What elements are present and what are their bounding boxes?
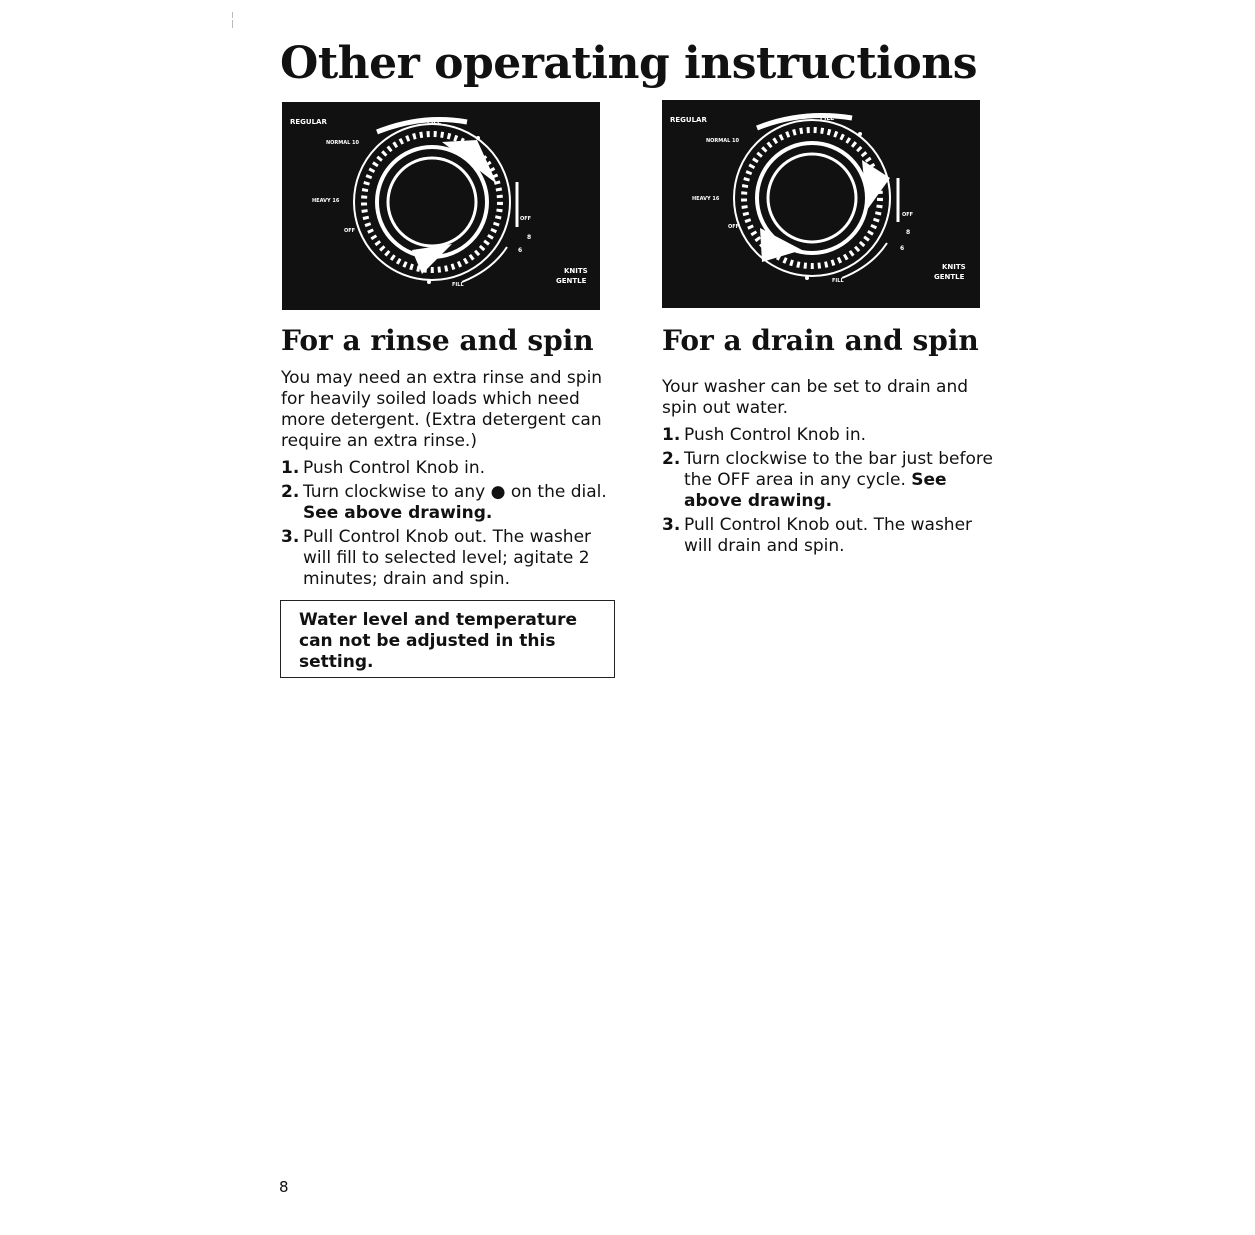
list-item bbox=[281, 482, 611, 524]
label-heavy: HEAVY 16 bbox=[312, 198, 340, 204]
label-fill-bottom: FILL bbox=[452, 282, 464, 288]
step-text: Push Control Knob in. bbox=[303, 458, 486, 478]
label-off-right: OFF bbox=[902, 212, 914, 218]
dial-illustration-rinse bbox=[282, 102, 600, 310]
dial-drain-svg bbox=[662, 100, 980, 308]
label-regular: REGULAR bbox=[290, 118, 327, 126]
label-6: 6 bbox=[900, 245, 905, 252]
label-off-left: OFF bbox=[728, 224, 740, 230]
label-8: 8 bbox=[527, 234, 532, 241]
step-text: Pull Control Knob out. The washer will drain and spin. bbox=[684, 515, 973, 556]
label-gentle: GENTLE bbox=[934, 273, 965, 281]
step-text: Push Control Knob in. bbox=[684, 425, 867, 445]
label-off-left: OFF bbox=[344, 228, 356, 234]
drain-steps bbox=[662, 425, 997, 557]
drain-intro: Your washer can be set to drain and spin out water. bbox=[662, 377, 969, 418]
list-item bbox=[281, 527, 611, 590]
label-8: 8 bbox=[906, 229, 911, 236]
step-text: Turn clockwise to any ● on the dial. bbox=[303, 482, 607, 502]
rinse-intro: You may need an extra rinse and spin for heavily soiled loads which need more detergent. (Extra detergent can require an extra rinse.) bbox=[281, 368, 603, 451]
drain-heading: For a drain and spin bbox=[662, 324, 979, 357]
label-normal: NORMAL 10 bbox=[706, 138, 740, 144]
step-number: 1. bbox=[281, 458, 300, 478]
scan-mark bbox=[232, 20, 233, 28]
page-title: Other operating instructions bbox=[280, 38, 977, 89]
rinse-body bbox=[281, 368, 611, 593]
rinse-heading: For a rinse and spin bbox=[281, 324, 594, 357]
label-fill-top: FILL bbox=[820, 115, 834, 122]
step-number: 2. bbox=[662, 449, 681, 469]
label-heavy: HEAVY 16 bbox=[692, 196, 720, 202]
label-normal: NORMAL 10 bbox=[326, 140, 360, 146]
drain-body bbox=[662, 377, 997, 560]
label-off-right: OFF bbox=[520, 216, 532, 222]
list-item bbox=[662, 515, 997, 557]
see-drawing-note: See above drawing. bbox=[303, 503, 493, 523]
step-number: 2. bbox=[281, 482, 300, 502]
rinse-steps bbox=[281, 458, 611, 590]
label-fill-bottom: FILL bbox=[832, 278, 844, 284]
label-knits: KNITS bbox=[564, 267, 588, 275]
label-knits: KNITS bbox=[942, 263, 966, 271]
label-gentle: GENTLE bbox=[556, 277, 587, 285]
label-fill-top: FILL bbox=[427, 119, 441, 126]
dial-illustration-drain bbox=[662, 100, 980, 308]
settings-notice-box bbox=[280, 600, 615, 678]
list-item bbox=[662, 425, 997, 446]
dial-rinse-svg bbox=[282, 102, 600, 310]
label-6: 6 bbox=[518, 247, 523, 254]
notice-text: Water level and temperature can not be adjusted in this setting. bbox=[299, 610, 578, 672]
scan-mark bbox=[232, 12, 233, 18]
step-text: Pull Control Knob out. The washer will fill to selected level; agitate 2 minutes; drain and spin. bbox=[303, 527, 592, 589]
label-regular: REGULAR bbox=[670, 116, 707, 124]
list-item bbox=[662, 449, 997, 512]
see-drawing-note: See above drawing. bbox=[684, 470, 947, 511]
step-number: 3. bbox=[281, 527, 300, 547]
list-item bbox=[281, 458, 611, 479]
step-number: 3. bbox=[662, 515, 681, 535]
page-number: 8 bbox=[279, 1178, 289, 1196]
step-number: 1. bbox=[662, 425, 681, 445]
step-text: Turn clockwise to the bar just before the OFF area in any cycle. bbox=[684, 449, 993, 490]
